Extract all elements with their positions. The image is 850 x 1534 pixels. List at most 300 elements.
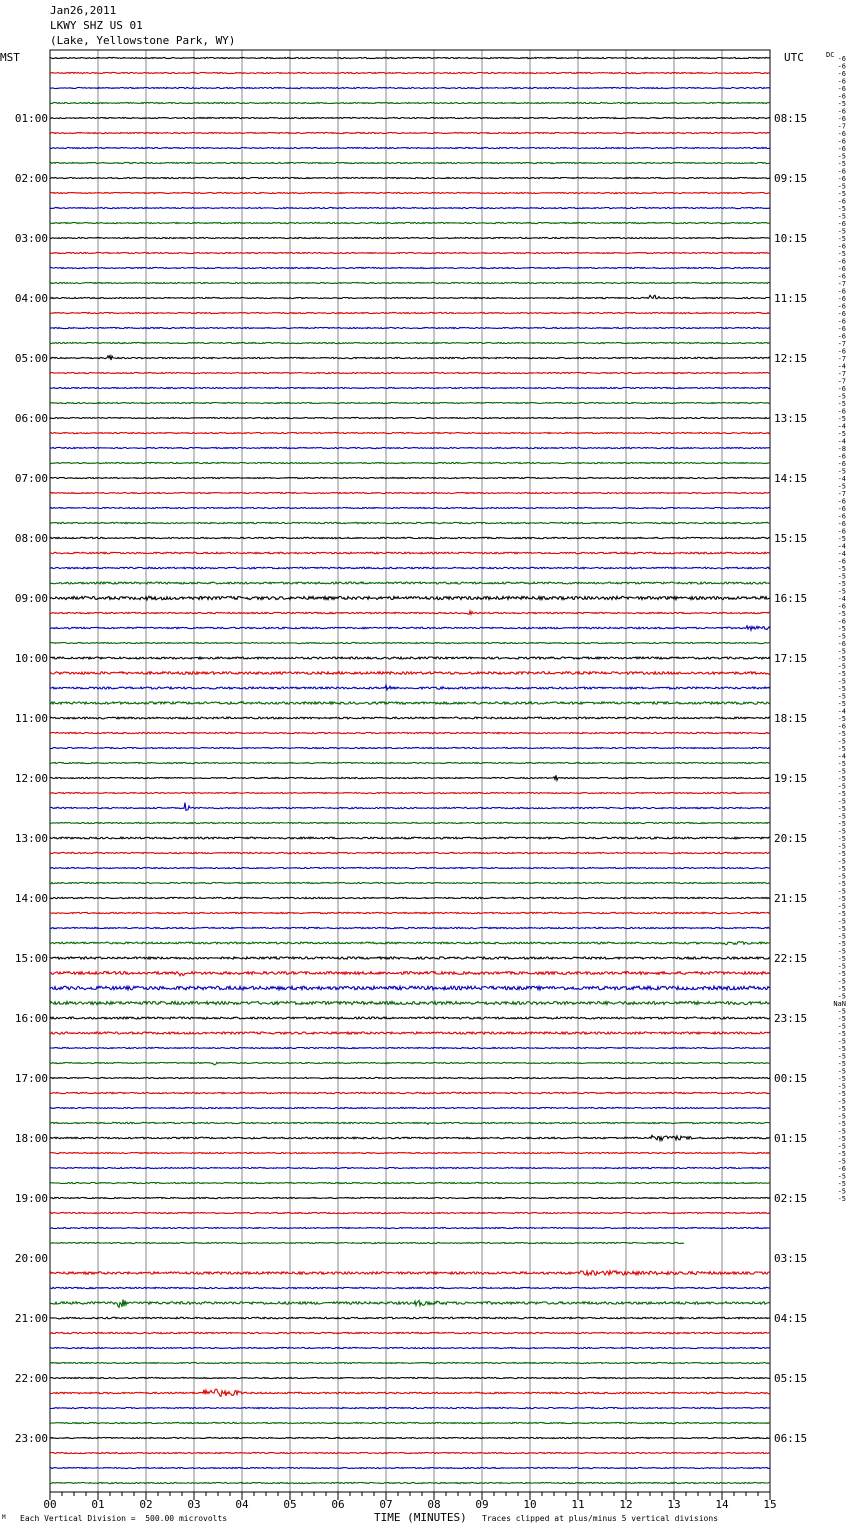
dc-offset: -5	[837, 932, 846, 941]
trace-77	[50, 1212, 770, 1213]
dc-offset: -5	[837, 235, 846, 243]
hour-label-mst: 02:00	[14, 172, 48, 185]
dc-offset: -5	[837, 227, 846, 236]
trace-89	[50, 1389, 770, 1396]
dc-offset: -6	[837, 70, 846, 78]
dc-offset: -5	[837, 160, 846, 168]
dc-offset: -4	[837, 550, 846, 558]
trace-36	[50, 596, 770, 600]
trace-33	[50, 552, 770, 554]
trace-40	[50, 657, 770, 659]
trace-53	[50, 852, 770, 853]
x-tick-label: 01	[91, 1498, 105, 1511]
dc-offset: -5	[837, 1037, 846, 1046]
dc-offset: -5	[837, 872, 846, 881]
dc-offset: -6	[837, 272, 846, 281]
trace-3	[50, 102, 770, 103]
dc-offset: -5	[837, 1075, 846, 1083]
trace-91	[50, 1422, 770, 1423]
hour-label-utc: 11:15	[774, 292, 808, 305]
trace-15	[50, 282, 770, 283]
dc-offset: -5	[837, 790, 846, 798]
trace-67	[50, 1062, 770, 1065]
footer-left-mark: M	[2, 1514, 6, 1521]
dc-offset: -5	[837, 970, 846, 978]
hour-label-mst: 15:00	[14, 952, 48, 965]
trace-52	[50, 837, 770, 839]
trace-0	[50, 57, 770, 58]
dc-offset: -5	[837, 610, 846, 618]
x-tick-label: 11	[571, 1498, 585, 1511]
trace-7	[50, 162, 770, 163]
trace-14	[50, 267, 770, 268]
dc-offset: -5	[837, 977, 846, 986]
trace-50	[50, 803, 770, 811]
dc-offset: -5	[837, 400, 846, 408]
dc-offset: -5	[837, 827, 846, 836]
dc-offset: -6	[837, 167, 846, 176]
hour-label-utc: 20:15	[774, 832, 808, 845]
dc-offset: -5	[837, 715, 846, 723]
x-tick-label: 04	[235, 1498, 249, 1511]
dc-offset: -5	[837, 775, 846, 783]
dc-offset: -5	[837, 1142, 846, 1151]
hour-label-utc: 02:15	[774, 1192, 808, 1205]
dc-offset: -5	[837, 182, 846, 191]
trace-81	[50, 1271, 770, 1276]
x-tick-label: 12	[619, 1498, 633, 1511]
trace-55	[50, 882, 770, 883]
plot-location: (Lake, Yellowstone Park, WY)	[50, 34, 236, 47]
hour-label-mst: 09:00	[14, 592, 48, 605]
trace-44	[50, 717, 770, 719]
trace-63	[50, 1001, 770, 1004]
dc-offset: -6	[837, 325, 846, 333]
dc-offset: -5	[837, 1120, 846, 1128]
dc-offset: -4	[837, 595, 846, 603]
trace-51	[50, 822, 770, 823]
trace-60	[50, 957, 770, 959]
trace-75	[50, 1182, 770, 1183]
dc-offset: -5	[837, 730, 846, 738]
trace-58	[50, 927, 770, 928]
dc-offset: -5	[837, 1097, 846, 1106]
dc-offset: -6	[837, 92, 846, 101]
trace-43	[50, 702, 770, 704]
trace-88	[50, 1377, 770, 1378]
dc-offset: -6	[837, 85, 846, 93]
trace-21	[50, 372, 770, 373]
trace-24	[50, 417, 770, 418]
dc-offset: -5	[837, 1045, 846, 1053]
dc-offset: -6	[837, 137, 846, 146]
dc-offset: -5	[837, 782, 846, 791]
trace-64	[50, 1017, 770, 1019]
trace-42	[50, 685, 770, 690]
dc-offset: -5	[837, 392, 846, 401]
hour-label-utc: 13:15	[774, 412, 808, 425]
trace-57	[50, 912, 770, 913]
dc-offset: -5	[837, 985, 846, 993]
dc-offset: -5	[837, 745, 846, 753]
dc-offset: -5	[837, 865, 846, 873]
dc-offset: -5	[837, 152, 846, 161]
hour-label-utc: 17:15	[774, 652, 808, 665]
dc-offset: NaN	[833, 1000, 846, 1008]
dc-offset: -4	[837, 752, 846, 761]
hour-label-utc: 01:15	[774, 1132, 808, 1145]
hour-label-utc: 03:15	[774, 1252, 808, 1265]
hour-label-mst: 07:00	[14, 472, 48, 485]
dc-offset: -5	[837, 1090, 846, 1098]
dc-offset: -5	[837, 1060, 846, 1068]
trace-25	[50, 432, 770, 433]
trace-49	[50, 792, 770, 793]
dc-offset: -6	[837, 602, 846, 611]
hour-label-mst: 04:00	[14, 292, 48, 305]
dc-offset: -5	[837, 820, 846, 828]
dc-offset: -5	[837, 1112, 846, 1121]
dc-offset: -6	[837, 130, 846, 138]
dc-offset: -5	[837, 1105, 846, 1113]
x-tick-label: 02	[139, 1498, 153, 1511]
dc-offset: -4	[837, 422, 846, 431]
dc-offset: -6	[837, 640, 846, 648]
plot-frame	[50, 50, 770, 1492]
dc-offset: -6	[837, 55, 846, 63]
x-tick-label: 15	[763, 1498, 777, 1511]
trace-4	[50, 117, 770, 118]
dc-offset: -7	[837, 122, 846, 131]
dc-offset: -4	[837, 437, 846, 446]
hour-label-mst: 06:00	[14, 412, 48, 425]
dc-offset: -7	[837, 377, 846, 386]
dc-offset: -5	[837, 1067, 846, 1076]
dc-offset: -5	[837, 805, 846, 813]
x-tick-label: 13	[667, 1498, 681, 1511]
hour-label-utc: 16:15	[774, 592, 808, 605]
hour-label-mst: 22:00	[14, 1372, 48, 1385]
trace-23	[50, 402, 770, 403]
dc-offset: -6	[837, 332, 846, 341]
dc-offset: -6	[837, 242, 846, 251]
hour-label-utc: 21:15	[774, 892, 808, 905]
dc-offset: -4	[837, 475, 846, 483]
dc-offset: -7	[837, 355, 846, 363]
trace-56	[50, 897, 770, 898]
dc-offset: -5	[837, 100, 846, 108]
dc-offset: -5	[837, 1157, 846, 1166]
trace-31	[50, 522, 770, 523]
trace-37	[50, 611, 770, 614]
hour-label-mst: 01:00	[14, 112, 48, 125]
hour-label-utc: 00:15	[774, 1072, 808, 1085]
dc-offset: -5	[837, 565, 846, 573]
dc-offset: -6	[837, 310, 846, 318]
dc-offset: -4	[837, 362, 846, 371]
dc-offset: -5	[837, 910, 846, 918]
plot-date: Jan26,2011	[50, 4, 117, 17]
trace-30	[50, 507, 770, 508]
trace-76	[50, 1197, 770, 1198]
hour-label-mst: 08:00	[14, 532, 48, 545]
dc-offset: -5	[837, 1150, 846, 1158]
right-axis-label: UTC	[784, 51, 804, 64]
trace-1	[50, 72, 770, 73]
dc-offset: -5	[837, 1187, 846, 1196]
trace-35	[50, 582, 770, 584]
dc-offset: -5	[837, 677, 846, 686]
dc-offset: -5	[837, 940, 846, 948]
x-tick-label: 09	[475, 1498, 489, 1511]
dc-offset: -6	[837, 617, 846, 626]
dc-offset: -6	[837, 407, 846, 416]
dc-label: DC	[826, 51, 835, 59]
x-tick-label: 03	[187, 1498, 201, 1511]
dc-offset: -5	[837, 962, 846, 971]
dc-offset: -6	[837, 385, 846, 393]
dc-offset: -5	[837, 205, 846, 213]
hour-label-mst: 05:00	[14, 352, 48, 365]
hour-label-mst: 10:00	[14, 652, 48, 665]
dc-offset: -6	[837, 265, 846, 273]
dc-offset: -5	[837, 580, 846, 588]
trace-45	[50, 732, 770, 733]
dc-offset: -5	[837, 1135, 846, 1143]
trace-34	[50, 567, 770, 569]
dc-offset: -7	[837, 490, 846, 498]
dc-offset: -5	[837, 760, 846, 768]
dc-offset: -6	[837, 257, 846, 266]
hour-label-mst: 14:00	[14, 892, 48, 905]
trace-19	[50, 342, 770, 343]
dc-offset: -5	[837, 1007, 846, 1016]
dc-offset: -5	[837, 662, 846, 671]
dc-offset: -6	[837, 62, 846, 71]
dc-offset: -5	[837, 857, 846, 866]
hour-label-utc: 15:15	[774, 532, 808, 545]
dc-offset: -6	[837, 77, 846, 86]
trace-54	[50, 867, 770, 868]
clip-note: Traces clipped at plus/minus 5 vertical divisions	[482, 1514, 719, 1523]
trace-92	[50, 1437, 770, 1438]
trace-71	[50, 1122, 770, 1124]
trace-41	[50, 672, 770, 675]
dc-offset: -5	[837, 625, 846, 633]
x-tick-label: 05	[283, 1498, 297, 1511]
hour-label-utc: 14:15	[774, 472, 808, 485]
dc-offset: -6	[837, 220, 846, 228]
trace-6	[50, 147, 770, 148]
trace-70	[50, 1107, 770, 1108]
trace-62	[50, 986, 770, 990]
hour-label-mst: 17:00	[14, 1072, 48, 1085]
dc-offset: -5	[837, 190, 846, 198]
hour-label-mst: 21:00	[14, 1312, 48, 1325]
trace-73	[50, 1152, 770, 1153]
dc-offset: -5	[837, 655, 846, 663]
dc-offset: -5	[837, 902, 846, 911]
dc-offset: -5	[837, 1052, 846, 1061]
x-tick-label: 06	[331, 1498, 345, 1511]
trace-78	[50, 1227, 770, 1228]
hour-label-mst: 11:00	[14, 712, 48, 725]
trace-10	[50, 207, 770, 208]
dc-offset: -5	[837, 767, 846, 776]
dc-offset: -5	[837, 812, 846, 821]
dc-offset: -4	[837, 542, 846, 551]
hour-label-mst: 19:00	[14, 1192, 48, 1205]
trace-5	[50, 132, 770, 133]
trace-22	[50, 387, 770, 388]
trace-46	[50, 747, 770, 748]
hour-label-utc: 05:15	[774, 1372, 808, 1385]
trace-11	[50, 222, 770, 223]
hour-label-mst: 12:00	[14, 772, 48, 785]
trace-74	[50, 1167, 770, 1168]
plot-station: LKWY SHZ US 01	[50, 19, 143, 32]
x-axis-title: TIME (MINUTES)	[374, 1511, 467, 1524]
dc-offset: -6	[837, 302, 846, 311]
trace-93	[50, 1452, 770, 1453]
dc-offset: -5	[837, 670, 846, 678]
dc-offset: -5	[837, 535, 846, 543]
trace-38	[50, 626, 770, 630]
dc-offset: -6	[837, 175, 846, 183]
trace-18	[50, 327, 770, 328]
trace-28	[50, 477, 770, 478]
dc-offset: -5	[837, 1022, 846, 1031]
trace-8	[50, 177, 770, 178]
dc-offset: -5	[837, 947, 846, 956]
dc-offset: -6	[837, 145, 846, 153]
dc-offset: -5	[837, 692, 846, 701]
trace-20	[50, 356, 770, 360]
dc-offset: -5	[837, 1180, 846, 1188]
dc-offset: -6	[837, 557, 846, 566]
trace-66	[50, 1047, 770, 1048]
dc-offset: -6	[837, 295, 846, 303]
x-tick-label: 08	[427, 1498, 441, 1511]
dc-offset: -6	[837, 347, 846, 356]
trace-27	[50, 462, 770, 463]
dc-offset: -5	[837, 797, 846, 806]
hour-label-utc: 22:15	[774, 952, 808, 965]
dc-offset: -5	[837, 250, 846, 258]
dc-offset: -5	[837, 482, 846, 491]
dc-offset: -5	[837, 587, 846, 596]
hour-label-utc: 18:15	[774, 712, 808, 725]
hour-label-utc: 09:15	[774, 172, 808, 185]
x-tick-label: 14	[715, 1498, 729, 1511]
hour-label-utc: 23:15	[774, 1012, 808, 1025]
dc-offset: -5	[837, 1015, 846, 1023]
hour-label-mst: 03:00	[14, 232, 48, 245]
dc-offset: -5	[837, 572, 846, 581]
dc-offset: -6	[837, 497, 846, 506]
dc-offset: -5	[837, 850, 846, 858]
trace-85	[50, 1332, 770, 1333]
trace-90	[50, 1407, 770, 1408]
hour-label-mst: 13:00	[14, 832, 48, 845]
hour-label-utc: 08:15	[774, 112, 808, 125]
trace-84	[50, 1317, 770, 1319]
dc-offset: -7	[837, 370, 846, 378]
trace-12	[50, 237, 770, 238]
dc-offset: -5	[837, 842, 846, 851]
hour-label-mst: 16:00	[14, 1012, 48, 1025]
trace-94	[50, 1467, 770, 1468]
dc-offset: -6	[837, 460, 846, 468]
dc-offset: -6	[837, 505, 846, 513]
trace-16	[50, 295, 770, 298]
dc-offset: -5	[837, 1172, 846, 1181]
trace-9	[50, 192, 770, 193]
trace-2	[50, 87, 770, 88]
dc-offset: -6	[837, 197, 846, 206]
dc-offset: -5	[837, 955, 846, 963]
left-axis-label: MST	[0, 51, 20, 64]
dc-offset: -5	[837, 925, 846, 933]
x-tick-label: 00	[43, 1498, 57, 1511]
trace-13	[50, 252, 770, 253]
dc-offset: -5	[837, 887, 846, 896]
dc-offset: -6	[837, 722, 846, 731]
dc-offset: -6	[837, 317, 846, 326]
trace-32	[50, 537, 770, 538]
dc-offset: -5	[837, 1082, 846, 1091]
hour-label-utc: 06:15	[774, 1432, 808, 1445]
dc-offset: -7	[837, 340, 846, 348]
dc-offset: -6	[837, 115, 846, 123]
trace-72	[50, 1135, 770, 1140]
trace-95	[50, 1482, 770, 1483]
trace-65	[50, 1032, 770, 1034]
trace-68	[50, 1077, 770, 1078]
dc-offset: -5	[837, 632, 846, 641]
trace-82	[50, 1287, 770, 1288]
dc-offset: -8	[837, 445, 846, 453]
dc-offset: -5	[837, 1127, 846, 1136]
dc-offset: -5	[837, 685, 846, 693]
trace-29	[50, 492, 770, 493]
dc-offset: -5	[837, 647, 846, 656]
dc-offset: -6	[837, 452, 846, 461]
dc-offset: -6	[837, 1165, 846, 1173]
hour-label-utc: 19:15	[774, 772, 808, 785]
dc-offset: -5	[837, 835, 846, 843]
dc-offset: -5	[837, 992, 846, 1001]
trace-87	[50, 1362, 770, 1363]
dc-offset: -5	[837, 415, 846, 423]
trace-69	[50, 1092, 770, 1093]
dc-offset: -6	[837, 520, 846, 528]
hour-label-utc: 10:15	[774, 232, 808, 245]
hour-label-mst: 20:00	[14, 1252, 48, 1265]
trace-26	[50, 447, 770, 448]
dc-offset: -6	[837, 512, 846, 521]
dc-offset: -5	[837, 895, 846, 903]
dc-offset: -6	[837, 287, 846, 296]
dc-offset: -5	[837, 1030, 846, 1038]
trace-39	[50, 642, 770, 643]
x-tick-label: 07	[379, 1498, 393, 1511]
trace-79	[50, 1242, 684, 1243]
trace-86	[50, 1347, 770, 1348]
dc-offset: -5	[837, 737, 846, 746]
scale-note: Each Vertical Division = 500.00 microvolts	[20, 1514, 228, 1523]
trace-59	[50, 942, 770, 945]
